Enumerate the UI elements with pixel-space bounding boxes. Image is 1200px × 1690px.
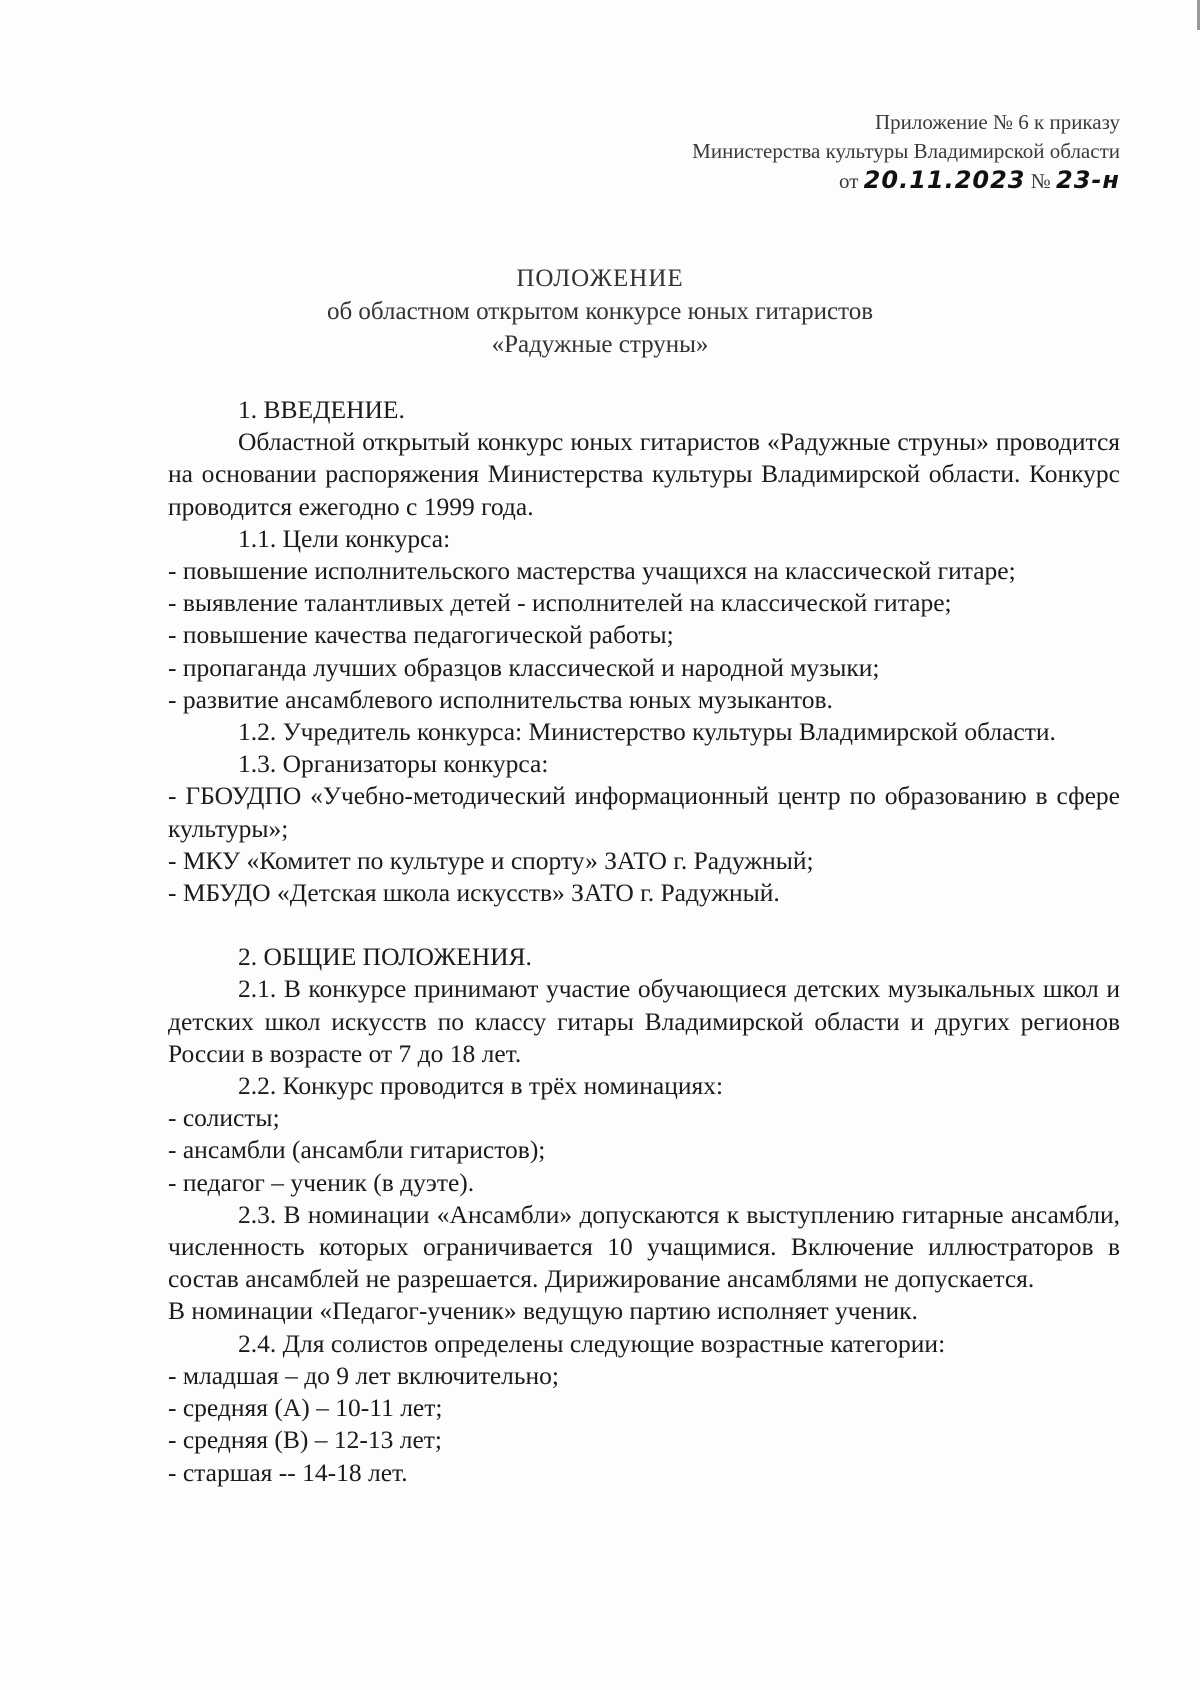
order-header: [692, 108, 1120, 196]
header-ministry-line: Министерства культуры Владимирской области: [692, 139, 1120, 163]
section-2-heading: 2. ОБЩИЕ ПОЛОЖЕНИЯ.: [238, 942, 532, 972]
list-item: - МКУ «Комитет по культуре и спорту» ЗАТО г. Радужный;: [168, 845, 814, 875]
list-item: - средняя (А) – 10-11 лет;: [168, 1393, 443, 1423]
section-spacer: [168, 909, 1120, 941]
section-2-4-heading: 2.4. Для солистов определены следующие возрастные категории:: [238, 1328, 946, 1358]
list-item: - выявление талантливых детей - исполнителей на классической гитаре;: [168, 588, 952, 618]
list-item: - младшая – до 9 лет включительно;: [168, 1360, 559, 1390]
section-2-2-heading: 2.2. Конкурс проводится в трёх номинациях:: [238, 1071, 724, 1101]
list-item: - солисты;: [168, 1103, 280, 1133]
title-subtitle-1: об областном открытом конкурсе юных гитаристов: [326, 298, 874, 325]
list-item: - повышение качества педагогической работы;: [168, 620, 674, 650]
list-item: - педагог – ученик (в дуэте).: [168, 1167, 475, 1197]
header-appendix-line: Приложение № 6 к приказу: [875, 110, 1120, 134]
section-1-3-heading: 1.3. Организаторы конкурса:: [238, 749, 549, 779]
section-1-intro: Областной открытый конкурс юных гитаристов «Радужные струны» проводится на основании распоряжения Министерства культуры Владимирской области. Конкурс проводится ежегодно с 1999 года.: [168, 427, 1120, 521]
list-item: - ансамбли (ансамбли гитаристов);: [168, 1135, 546, 1165]
section-2-3: 2.3. В номинации «Ансамбли» допускаются к выступлению гитарные ансамбли, численность которых ограничивается 10 учащимися. Включение иллюстраторов в состав ансамблей не разрешается. Дирижирование ансамблями не допускается.: [168, 1199, 1120, 1294]
section-1-1-heading: 1.1. Цели конкурса:: [238, 523, 451, 553]
title-main: ПОЛОЖЕНИЕ: [516, 265, 684, 292]
handwritten-number: 23-н: [1056, 166, 1120, 194]
handwritten-date: 20.11.2023: [863, 166, 1026, 194]
list-item: - пропаганда лучших образцов классической и народной музыки;: [168, 652, 880, 682]
document-title: [0, 262, 1200, 361]
list-item: - развитие ансамблевого исполнительства юных музыкантов.: [168, 684, 833, 714]
list-item: - ГБОУДПО «Учебно-методический информационный центр по образованию в сфере культуры»;: [168, 781, 1120, 843]
section-2-1: 2.1. В конкурсе принимают участие обучающиеся детских музыкальных школ и детских школ искусств по классу гитары Владимирской области и других регионов России в возрасте от 7 до 18 лет.: [168, 974, 1120, 1068]
title-subtitle-2: «Радужные струны»: [491, 331, 709, 358]
number-prefix: №: [1030, 169, 1051, 193]
document-body: [168, 394, 1120, 1489]
header-date-line: [692, 166, 1120, 196]
section-1-heading: 1. ВВЕДЕНИЕ.: [238, 395, 405, 424]
list-item: - старшая -- 14-18 лет.: [168, 1457, 408, 1487]
list-item: - повышение исполнительского мастерства учащихся на классической гитаре;: [168, 556, 1016, 586]
date-prefix: от: [839, 169, 859, 193]
list-item: - средняя (В) – 12-13 лет;: [168, 1425, 443, 1455]
section-1-2: 1.2. Учредитель конкурса: Министерство культуры Владимирской области.: [238, 717, 1056, 747]
section-2-3-note: В номинации «Педагог-ученик» ведущую партию исполняет ученик.: [168, 1296, 918, 1326]
list-item: - МБУДО «Детская школа искусств» ЗАТО г. Радужный.: [168, 878, 780, 908]
